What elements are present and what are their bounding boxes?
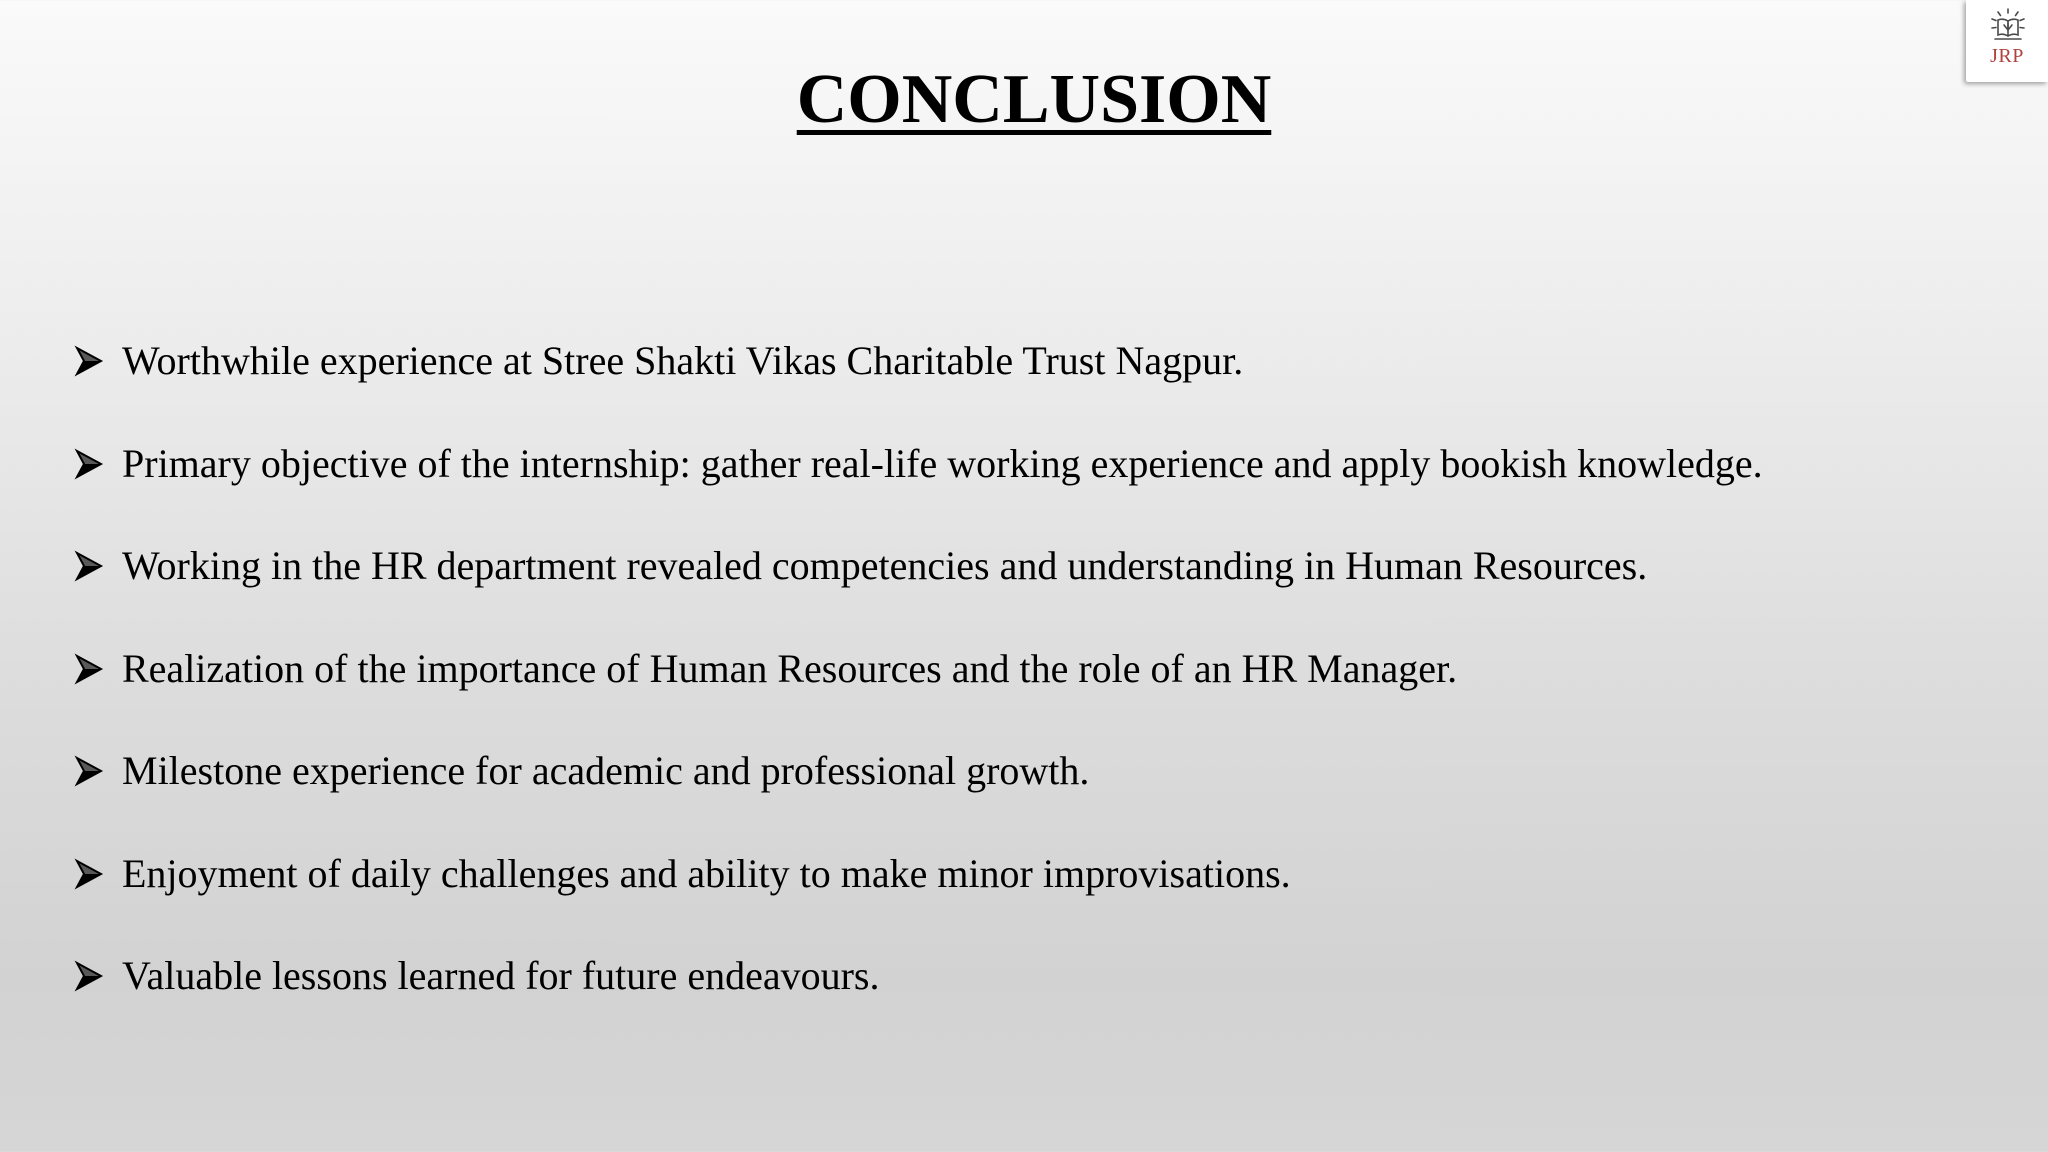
list-item [74, 413, 1763, 516]
arrow-bullet-icon [74, 444, 122, 484]
arrow-bullet-icon [74, 956, 122, 996]
arrow-bullet-icon [74, 751, 122, 791]
arrow-bullet-icon [74, 546, 122, 586]
bullet-text: Working in the HR department revealed competencies and understanding in Human Resources. [122, 543, 1648, 589]
list-item [74, 515, 1763, 618]
book-icon [1990, 8, 2026, 42]
arrow-bullet-icon [74, 854, 122, 894]
bullet-list [74, 310, 1763, 1028]
list-item [74, 618, 1763, 721]
arrow-bullet-icon [74, 341, 122, 381]
list-item [74, 925, 1763, 1028]
list-item [74, 310, 1763, 413]
list-item [74, 823, 1763, 926]
bullet-text: Primary objective of the internship: gather real-life working experience and apply bookish knowledge. [122, 440, 1763, 486]
bullet-text: Worthwhile experience at Stree Shakti Vikas Charitable Trust Nagpur. [122, 338, 1244, 384]
arrow-bullet-icon [74, 649, 122, 689]
list-item [74, 720, 1763, 823]
bullet-text: Milestone experience for academic and professional growth. [122, 748, 1090, 794]
bullet-text: Valuable lessons learned for future endeavours. [122, 953, 880, 999]
slide-title: CONCLUSION [796, 61, 1272, 138]
bullet-text: Realization of the importance of Human Resources and the role of an HR Manager. [122, 645, 1458, 691]
bullet-text: Enjoyment of daily challenges and ability to make minor improvisations. [122, 850, 1291, 896]
jrp-logo-badge[interactable] [1966, 0, 2048, 82]
logo-text: JRP [1990, 45, 2024, 67]
